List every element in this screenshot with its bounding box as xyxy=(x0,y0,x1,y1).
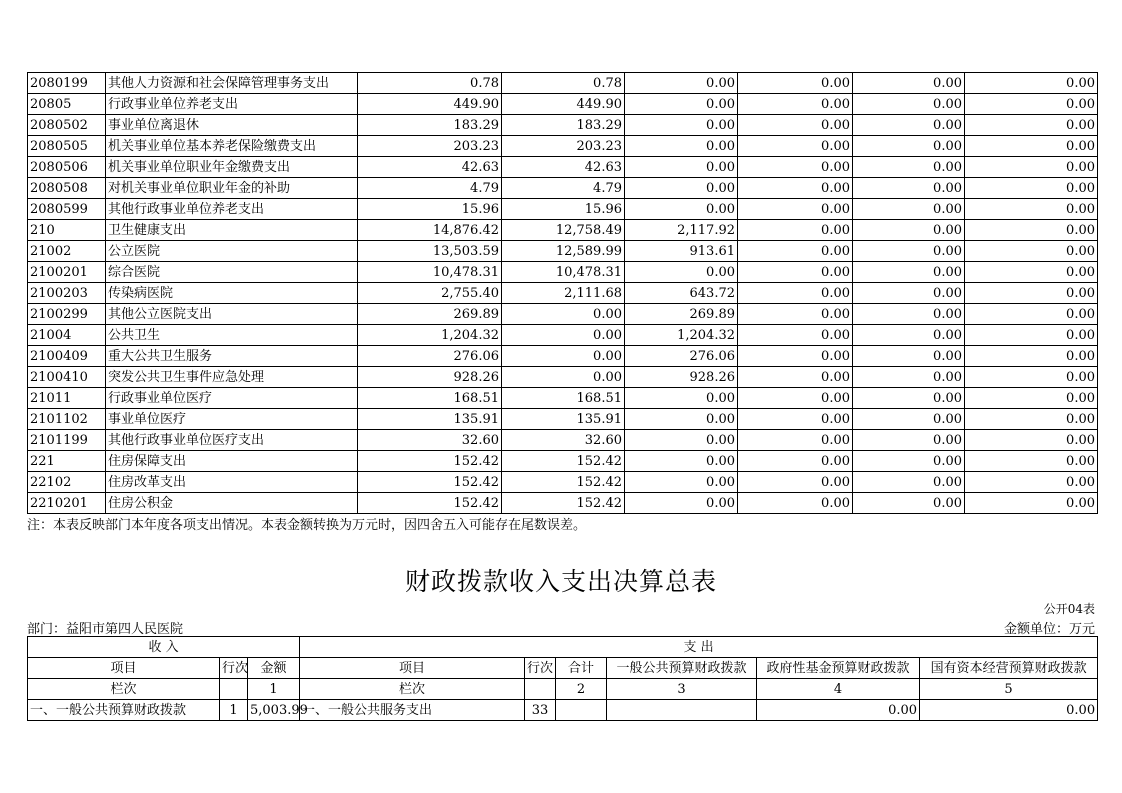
table-row xyxy=(28,115,1098,136)
index-4: 4 xyxy=(757,679,920,700)
other-cell: 0.00 xyxy=(965,388,1098,409)
table-row xyxy=(28,472,1098,493)
project-cell: 0.00 xyxy=(625,115,738,136)
gov-fund-header: 政府性基金预算财政拨款 xyxy=(757,658,920,679)
other-cell: 0.00 xyxy=(965,220,1098,241)
other-cell: 0.00 xyxy=(965,304,1098,325)
basic-cell: 0.00 xyxy=(502,346,625,367)
project-cell: 0.00 xyxy=(625,94,738,115)
subsidy-cell: 0.00 xyxy=(853,388,965,409)
project-cell: 0.00 xyxy=(625,178,738,199)
operating-cell: 0.00 xyxy=(738,241,853,262)
total-cell: 10,478.31 xyxy=(358,262,502,283)
subsidy-cell: 0.00 xyxy=(853,220,965,241)
income-item: 一、一般公共预算财政拨款 xyxy=(28,700,220,721)
subsidy-cell: 0.00 xyxy=(853,304,965,325)
code-cell: 20805 xyxy=(28,94,106,115)
operating-cell: 0.00 xyxy=(738,367,853,388)
index-3: 3 xyxy=(607,679,757,700)
total-cell: 928.26 xyxy=(358,367,502,388)
basic-cell: 12,758.49 xyxy=(502,220,625,241)
total-cell: 32.60 xyxy=(358,430,502,451)
table-row xyxy=(28,346,1098,367)
expense-header: 支 出 xyxy=(300,637,1098,658)
total-cell: 276.06 xyxy=(358,346,502,367)
basic-cell: 168.51 xyxy=(502,388,625,409)
name-cell: 事业单位离退休 xyxy=(106,115,358,136)
code-cell: 21002 xyxy=(28,241,106,262)
general-budget-value xyxy=(607,700,757,721)
name-cell: 公共卫生 xyxy=(106,325,358,346)
basic-cell: 183.29 xyxy=(502,115,625,136)
table-row xyxy=(28,178,1098,199)
operating-cell: 0.00 xyxy=(738,451,853,472)
operating-cell: 0.00 xyxy=(738,409,853,430)
income-amount: 5,003.99 xyxy=(248,700,300,721)
subsidy-cell: 0.00 xyxy=(853,157,965,178)
total-cell: 152.42 xyxy=(358,493,502,514)
general-budget-header: 一般公共预算财政拨款 xyxy=(607,658,757,679)
name-cell: 住房公积金 xyxy=(106,493,358,514)
project-cell: 0.00 xyxy=(625,262,738,283)
other-cell: 0.00 xyxy=(965,430,1098,451)
name-cell: 机关事业单位基本养老保险缴费支出 xyxy=(106,136,358,157)
name-cell: 公立医院 xyxy=(106,241,358,262)
name-cell: 重大公共卫生服务 xyxy=(106,346,358,367)
basic-cell: 0.00 xyxy=(502,304,625,325)
subsidy-cell: 0.00 xyxy=(853,493,965,514)
name-cell: 传染病医院 xyxy=(106,283,358,304)
total-cell: 42.63 xyxy=(358,157,502,178)
basic-cell: 203.23 xyxy=(502,136,625,157)
project-cell: 913.61 xyxy=(625,241,738,262)
department-label: 部门：益阳市第四人民医院 xyxy=(27,622,184,637)
project-cell: 928.26 xyxy=(625,367,738,388)
code-cell: 2100203 xyxy=(28,283,106,304)
operating-cell: 0.00 xyxy=(738,73,853,94)
operating-cell: 0.00 xyxy=(738,220,853,241)
operating-cell: 0.00 xyxy=(738,430,853,451)
subsidy-cell: 0.00 xyxy=(853,73,965,94)
table-row xyxy=(28,262,1098,283)
name-cell: 住房改革支出 xyxy=(106,472,358,493)
project-cell: 0.00 xyxy=(625,388,738,409)
unit-label: 金额单位：万元 xyxy=(1003,622,1095,637)
expense-line-header: 行次 xyxy=(525,658,556,679)
other-cell: 0.00 xyxy=(965,472,1098,493)
index-2: 2 xyxy=(556,679,607,700)
page-title: 财政拨款收入支出决算总表 xyxy=(404,567,717,596)
code-cell: 2100201 xyxy=(28,262,106,283)
basic-cell: 0.00 xyxy=(502,325,625,346)
total-cell: 2,755.40 xyxy=(358,283,502,304)
name-cell: 住房保障支出 xyxy=(106,451,358,472)
expense-index-label: 栏次 xyxy=(300,679,525,700)
total-cell: 152.42 xyxy=(358,472,502,493)
basic-cell: 0.78 xyxy=(502,73,625,94)
name-cell: 突发公共卫生事件应急处理 xyxy=(106,367,358,388)
project-cell: 0.00 xyxy=(625,409,738,430)
subsidy-cell: 0.00 xyxy=(853,451,965,472)
total-cell: 135.91 xyxy=(358,409,502,430)
total-header: 合计 xyxy=(556,658,607,679)
operating-cell: 0.00 xyxy=(738,493,853,514)
header-row-groups xyxy=(28,637,1098,658)
project-cell: 0.00 xyxy=(625,157,738,178)
operating-cell: 0.00 xyxy=(738,157,853,178)
empty-cell xyxy=(525,679,556,700)
project-cell: 643.72 xyxy=(625,283,738,304)
table-row xyxy=(28,388,1098,409)
operating-cell: 0.00 xyxy=(738,262,853,283)
table-row xyxy=(28,283,1098,304)
table-row xyxy=(28,157,1098,178)
other-cell: 0.00 xyxy=(965,136,1098,157)
total-cell: 13,503.59 xyxy=(358,241,502,262)
subsidy-cell: 0.00 xyxy=(853,115,965,136)
table-row xyxy=(28,700,1098,721)
other-cell: 0.00 xyxy=(965,367,1098,388)
subsidy-cell: 0.00 xyxy=(853,178,965,199)
header-row-columns xyxy=(28,658,1098,679)
column-index-row xyxy=(28,679,1098,700)
code-cell: 2080505 xyxy=(28,136,106,157)
project-cell: 0.00 xyxy=(625,451,738,472)
subsidy-cell: 0.00 xyxy=(853,94,965,115)
code-cell: 2080506 xyxy=(28,157,106,178)
code-cell: 210 xyxy=(28,220,106,241)
basic-cell: 152.42 xyxy=(502,493,625,514)
project-cell: 2,117.92 xyxy=(625,220,738,241)
table-row xyxy=(28,325,1098,346)
code-cell: 2210201 xyxy=(28,493,106,514)
subsidy-cell: 0.00 xyxy=(853,325,965,346)
table-row xyxy=(28,367,1098,388)
basic-cell: 152.42 xyxy=(502,451,625,472)
project-cell: 0.00 xyxy=(625,430,738,451)
empty-cell xyxy=(220,679,248,700)
basic-cell: 449.90 xyxy=(502,94,625,115)
operating-cell: 0.00 xyxy=(738,346,853,367)
code-cell: 2080508 xyxy=(28,178,106,199)
basic-cell: 0.00 xyxy=(502,367,625,388)
name-cell: 其他行政事业单位养老支出 xyxy=(106,199,358,220)
other-cell: 0.00 xyxy=(965,493,1098,514)
operating-cell: 0.00 xyxy=(738,304,853,325)
expenditure-detail-table xyxy=(27,72,1098,514)
code-cell: 21004 xyxy=(28,325,106,346)
income-header: 收 入 xyxy=(28,637,300,658)
code-cell: 221 xyxy=(28,451,106,472)
name-cell: 事业单位医疗 xyxy=(106,409,358,430)
total-cell: 152.42 xyxy=(358,451,502,472)
other-cell: 0.00 xyxy=(965,325,1098,346)
operating-cell: 0.00 xyxy=(738,115,853,136)
other-cell: 0.00 xyxy=(965,409,1098,430)
basic-cell: 4.79 xyxy=(502,178,625,199)
other-cell: 0.00 xyxy=(965,178,1098,199)
subsidy-cell: 0.00 xyxy=(853,409,965,430)
name-cell: 其他行政事业单位医疗支出 xyxy=(106,430,358,451)
code-cell: 2100299 xyxy=(28,304,106,325)
project-cell: 276.06 xyxy=(625,346,738,367)
table-row xyxy=(28,199,1098,220)
income-amount-header: 金额 xyxy=(248,658,300,679)
project-cell: 0.00 xyxy=(625,136,738,157)
subsidy-cell: 0.00 xyxy=(853,346,965,367)
table-row xyxy=(28,73,1098,94)
project-cell: 0.00 xyxy=(625,493,738,514)
operating-cell: 0.00 xyxy=(738,325,853,346)
total-cell: 14,876.42 xyxy=(358,220,502,241)
other-cell: 0.00 xyxy=(965,283,1098,304)
table-row xyxy=(28,430,1098,451)
total-cell: 168.51 xyxy=(358,388,502,409)
subsidy-cell: 0.00 xyxy=(853,241,965,262)
other-cell: 0.00 xyxy=(965,199,1098,220)
table-row xyxy=(28,241,1098,262)
name-cell: 机关事业单位职业年金缴费支出 xyxy=(106,157,358,178)
total-cell: 449.90 xyxy=(358,94,502,115)
subsidy-cell: 0.00 xyxy=(853,283,965,304)
operating-cell: 0.00 xyxy=(738,178,853,199)
income-item-header: 项目 xyxy=(28,658,220,679)
subsidy-cell: 0.00 xyxy=(853,136,965,157)
operating-cell: 0.00 xyxy=(738,94,853,115)
expense-line: 33 xyxy=(525,700,556,721)
operating-cell: 0.00 xyxy=(738,472,853,493)
other-cell: 0.00 xyxy=(965,241,1098,262)
subsidy-cell: 0.00 xyxy=(853,430,965,451)
other-cell: 0.00 xyxy=(965,94,1098,115)
code-cell: 2100410 xyxy=(28,367,106,388)
code-cell: 21011 xyxy=(28,388,106,409)
name-cell: 行政事业单位养老支出 xyxy=(106,94,358,115)
other-cell: 0.00 xyxy=(965,346,1098,367)
income-line: 1 xyxy=(220,700,248,721)
index-1: 1 xyxy=(248,679,300,700)
code-cell: 22102 xyxy=(28,472,106,493)
subsidy-cell: 0.00 xyxy=(853,472,965,493)
table-row xyxy=(28,409,1098,430)
other-cell: 0.00 xyxy=(965,115,1098,136)
gov-fund-value: 0.00 xyxy=(757,700,920,721)
name-cell: 卫生健康支出 xyxy=(106,220,358,241)
table-row xyxy=(28,451,1098,472)
name-cell: 其他人力资源和社会保障管理事务支出 xyxy=(106,73,358,94)
expense-item: 一、一般公共服务支出 xyxy=(300,700,525,721)
form-code: 公开04表 xyxy=(1043,602,1095,616)
other-cell: 0.00 xyxy=(965,451,1098,472)
project-cell: 269.89 xyxy=(625,304,738,325)
basic-cell: 12,589.99 xyxy=(502,241,625,262)
basic-cell: 10,478.31 xyxy=(502,262,625,283)
operating-cell: 0.00 xyxy=(738,136,853,157)
code-cell: 2080199 xyxy=(28,73,106,94)
total-cell: 203.23 xyxy=(358,136,502,157)
project-cell: 1,204.32 xyxy=(625,325,738,346)
code-cell: 2080599 xyxy=(28,199,106,220)
expense-item-header: 项目 xyxy=(300,658,525,679)
total-cell: 4.79 xyxy=(358,178,502,199)
basic-cell: 152.42 xyxy=(502,472,625,493)
table-row xyxy=(28,94,1098,115)
income-line-header: 行次 xyxy=(220,658,248,679)
name-cell: 行政事业单位医疗 xyxy=(106,388,358,409)
code-cell: 2100409 xyxy=(28,346,106,367)
total-value xyxy=(556,700,607,721)
state-capital-value: 0.00 xyxy=(920,700,1098,721)
project-cell: 0.00 xyxy=(625,73,738,94)
project-cell: 0.00 xyxy=(625,472,738,493)
total-cell: 1,204.32 xyxy=(358,325,502,346)
total-cell: 183.29 xyxy=(358,115,502,136)
subsidy-cell: 0.00 xyxy=(853,199,965,220)
operating-cell: 0.00 xyxy=(738,388,853,409)
subsidy-cell: 0.00 xyxy=(853,262,965,283)
income-index-label: 栏次 xyxy=(28,679,220,700)
total-cell: 269.89 xyxy=(358,304,502,325)
table-row xyxy=(28,136,1098,157)
project-cell: 0.00 xyxy=(625,199,738,220)
total-cell: 0.78 xyxy=(358,73,502,94)
operating-cell: 0.00 xyxy=(738,199,853,220)
fiscal-summary-table xyxy=(27,636,1098,721)
name-cell: 其他公立医院支出 xyxy=(106,304,358,325)
table-row xyxy=(28,220,1098,241)
code-cell: 2080502 xyxy=(28,115,106,136)
basic-cell: 2,111.68 xyxy=(502,283,625,304)
index-5: 5 xyxy=(920,679,1098,700)
basic-cell: 42.63 xyxy=(502,157,625,178)
total-cell: 15.96 xyxy=(358,199,502,220)
operating-cell: 0.00 xyxy=(738,283,853,304)
basic-cell: 15.96 xyxy=(502,199,625,220)
other-cell: 0.00 xyxy=(965,157,1098,178)
other-cell: 0.00 xyxy=(965,262,1098,283)
subsidy-cell: 0.00 xyxy=(853,367,965,388)
state-capital-header: 国有资本经营预算财政拨款 xyxy=(920,658,1098,679)
code-cell: 2101199 xyxy=(28,430,106,451)
table-row xyxy=(28,493,1098,514)
other-cell: 0.00 xyxy=(965,73,1098,94)
table-note: 注：本表反映部门本年度各项支出情况。本表金额转换为万元时，因四舍五入可能存在尾数误差。 xyxy=(27,518,587,533)
table-row xyxy=(28,304,1098,325)
name-cell: 对机关事业单位职业年金的补助 xyxy=(106,178,358,199)
basic-cell: 135.91 xyxy=(502,409,625,430)
code-cell: 2101102 xyxy=(28,409,106,430)
name-cell: 综合医院 xyxy=(106,262,358,283)
basic-cell: 32.60 xyxy=(502,430,625,451)
